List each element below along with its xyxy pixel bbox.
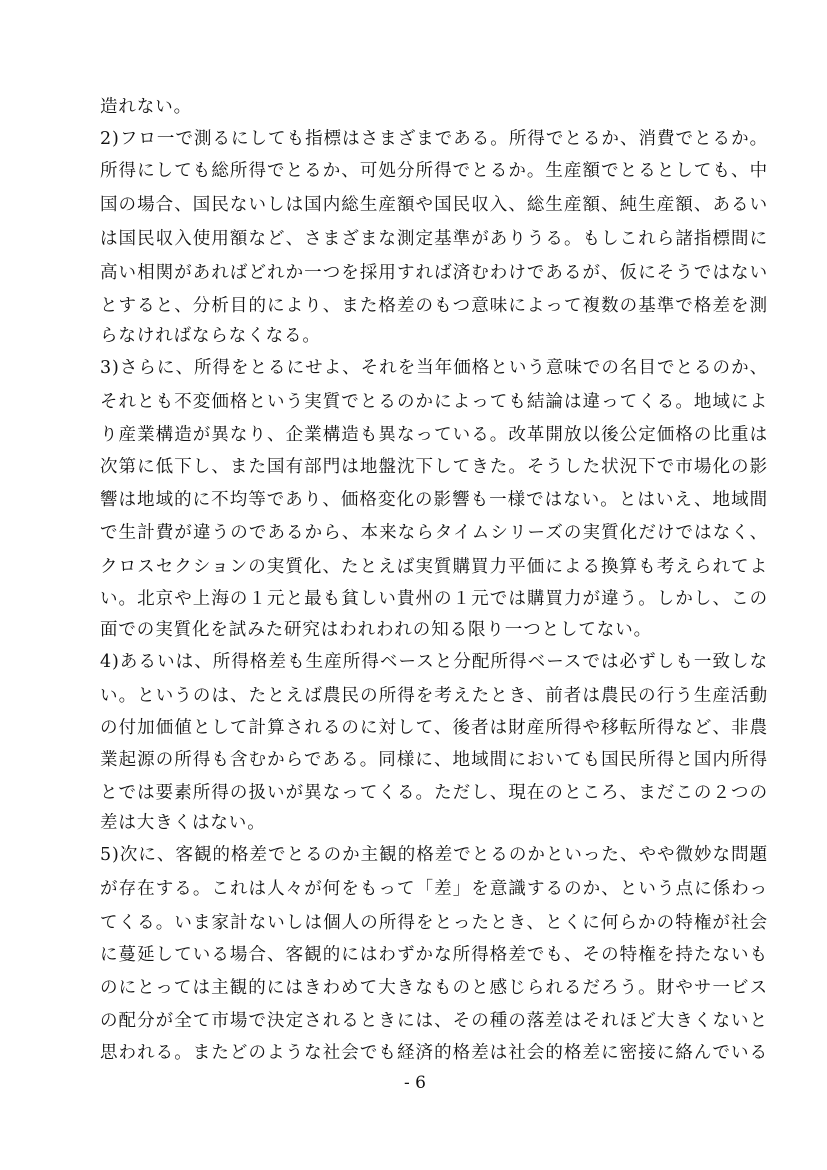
text-line: 2)フロ一で測るにしても指標はさまざまである。所得でとるか、消費でとるか。: [100, 129, 768, 149]
text-line: は国民収入使用額など、さまざまな測定基準がありうる。もしこれら諸指標間に: [100, 229, 768, 249]
text-line: クロスセクションの実質化、たとえば実質購買力平価による換算も考えられてよ: [100, 557, 768, 577]
text-line: 差は大きくはない。: [100, 813, 266, 833]
text-line: とすると、分析目的により、また格差のもつ意味によって複数の基準で格差を測: [100, 296, 768, 316]
text-line: らなければならなくなる。: [100, 326, 321, 346]
text-line: 思われる。またどのような社会でも経済的格差は社会的格差に密接に絡んでいる: [100, 1043, 768, 1063]
text-line: 響は地域的に不均等であり、価格変化の影響も一様ではない。とはいえ、地域間: [100, 490, 768, 510]
text-line: とでは要素所得の扱いが異なってくる。ただし、現在のところ、まだこの２つの: [100, 783, 768, 803]
text-line: 3)さらに、所得をとるにせよ、それを当年価格という意味での名目でとるのか、: [100, 358, 768, 378]
text-line: てくる。いま家計ないしは個人の所得をとったとき、とくに何らかの特権が社会: [100, 913, 768, 933]
text-line: 国の場合、国民ないしは国内総生産額や国民収入、総生産額、純生産額、あるい: [100, 195, 768, 215]
text-line: 業起源の所得も含むからである。同様に、地域間においても国民所得と国内所得: [100, 750, 768, 770]
text-line: り産業構造が異なり、企業構造も異なっている。改革開放以後公定価格の比重は: [100, 425, 768, 445]
text-line: で生計費が違うのであるから、本来ならタイムシリーズの実質化だけではなく、: [100, 523, 768, 543]
text-line: い。北京や上海の１元と最も貧しい貴州の１元では購買力が違う。しかし、この: [100, 589, 768, 609]
text-line: に蔓延している場合、客観的にはわずかな所得格差でも、その特権を持たないも: [100, 945, 768, 965]
text-line: い。というのは、たとえば農民の所得を考えたとき、前者は農民の行う生産活動: [100, 686, 768, 706]
page-number: - 6: [404, 1073, 426, 1093]
text-line: の付加価値として計算されるのに対して、後者は財産所得や移転所得など、非農: [100, 718, 768, 738]
text-line: 造れない。: [100, 97, 192, 117]
text-line: が存在する。これは人々が何をもって「差」を意識するのか、という点に係わっ: [100, 879, 768, 899]
text-line: 次第に低下し、また国有部門は地盤沈下してきた。そうした状況下で市場化の影: [100, 457, 768, 477]
text-line: それとも不変価格という実質でとるのかによっても結論は違ってくる。地域によ: [100, 392, 768, 412]
text-line: 5)次に、客観的格差でとるのか主観的格差でとるのかといった、やや微妙な問題: [100, 845, 768, 865]
text-line: 面での実質化を試みた研究はわれわれの知る限り一つとしてない。: [100, 620, 652, 640]
text-line: 4)あるいは、所得格差も生産所得ベースと分配所得ベースでは必ずしも一致しな: [100, 652, 768, 672]
text-line: の配分が全て市場で決定されるときには、その種の落差はそれほど大きくないと: [100, 1011, 768, 1031]
text-line: のにとっては主観的にはきわめて大きなものと感じられるだろう。財やサ一ビス: [100, 978, 769, 998]
text-line: 高い相関があればどれか一つを採用すれば済むわけであるが、仮にそうではない: [100, 263, 768, 283]
text-line: 所得にしても総所得でとるか、可処分所得でとるか。生産額でとるとしても、中: [100, 161, 768, 181]
